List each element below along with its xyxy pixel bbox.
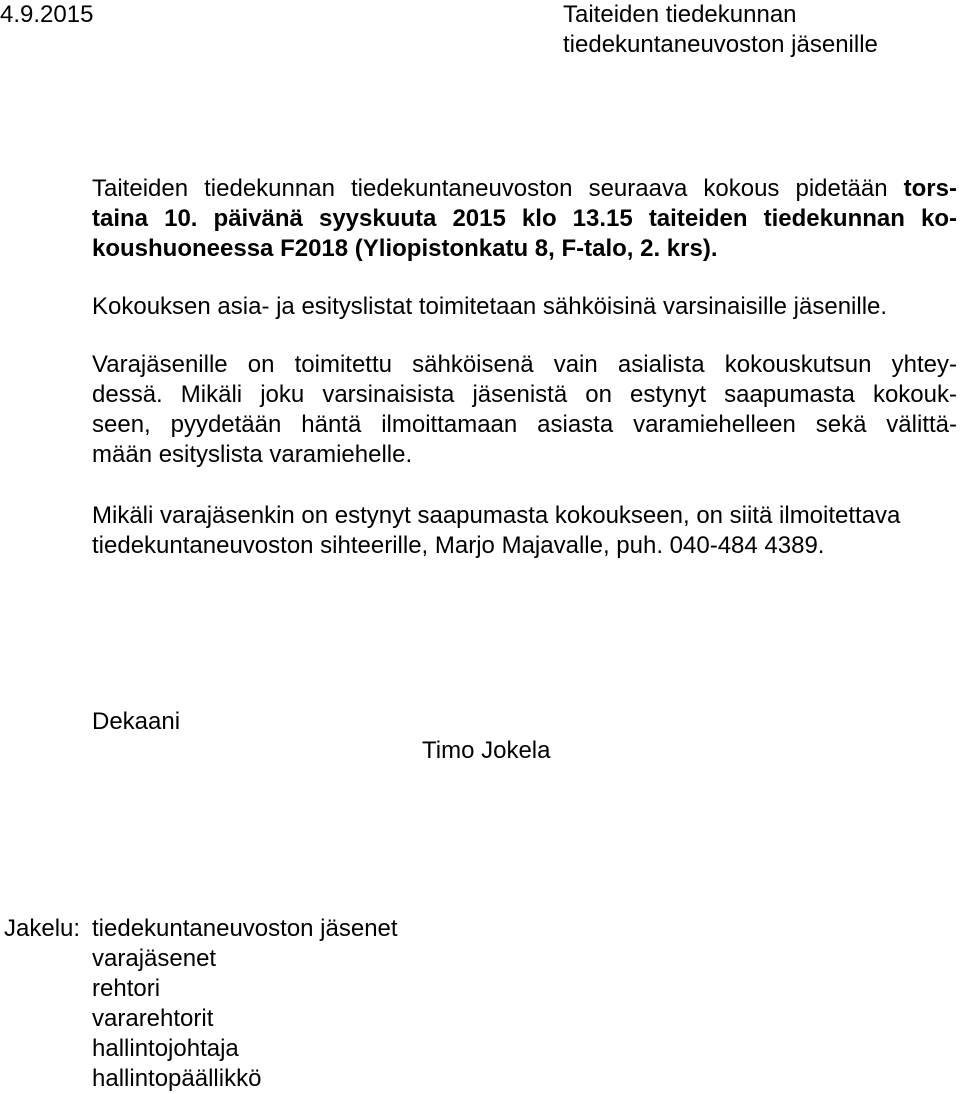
distribution-item: vararehtorit bbox=[92, 1005, 214, 1032]
agenda-delivery-line-1: Kokouksen asia- ja esityslistat toimitetaan sähköisinä varsinaisille jäsenille. bbox=[92, 293, 888, 320]
recipient-line-1: Taiteiden tiedekunnan bbox=[563, 1, 797, 28]
distribution-list bbox=[92, 914, 398, 1094]
absence-line-1: Mikäli varajäsenkin on estynyt saapumasta kokoukseen, on siitä ilmoitettava bbox=[92, 502, 901, 529]
deputy-line-1: Varajäsenille on toimitettu sähköisenä vain asialista kokouskutsun yhtey- bbox=[92, 351, 957, 378]
recipient-line-2: tiedekuntaneuvoston jäsenille bbox=[563, 31, 878, 58]
deputy-members-paragraph bbox=[92, 350, 957, 470]
announcement-line-3 bbox=[92, 234, 957, 264]
deputy-line-4: mään esityslista varamiehelle. bbox=[92, 441, 413, 468]
announcement-line-1-bold: tors- bbox=[903, 175, 957, 202]
deputy-line-3: seen, pyydetään häntä ilmoittamaan asiasta varamiehelleen sekä välittä- bbox=[92, 411, 957, 438]
meeting-announcement-paragraph bbox=[92, 174, 957, 264]
absence-line-2: tiedekuntaneuvoston sihteerille, Marjo Majavalle, puh. 040-484 4389. bbox=[92, 532, 825, 559]
recipient-block bbox=[563, 0, 878, 60]
absence-notice-paragraph bbox=[92, 501, 957, 561]
distribution-item: hallintojohtaja bbox=[92, 1035, 239, 1062]
distribution-item: varajäsenet bbox=[92, 945, 217, 972]
letter-date: 4.9.2015 bbox=[0, 1, 94, 28]
announcement-line-1 bbox=[92, 174, 957, 204]
signature-name: Timo Jokela bbox=[422, 737, 551, 764]
signature-title: Dekaani bbox=[92, 708, 181, 735]
announcement-line-1-plain: Taiteiden tiedekunnan tiedekuntaneuvoston seuraava kokous pidetään bbox=[92, 175, 904, 202]
announcement-line-2 bbox=[92, 204, 957, 234]
distribution-item: rehtori bbox=[92, 975, 161, 1002]
distribution-label: Jakelu: bbox=[4, 915, 81, 942]
agenda-delivery-paragraph bbox=[92, 292, 957, 322]
distribution-item: hallintopäällikkö bbox=[92, 1065, 262, 1092]
announcement-line-2-bold: taina 10. päivänä syyskuuta 2015 klo 13.15 taiteiden tiedekunnan ko- bbox=[92, 205, 957, 232]
announcement-line-3-bold: koushuoneessa F2018 (Yliopistonkatu 8, F-talo, 2. krs). bbox=[92, 235, 718, 262]
distribution-item: tiedekuntaneuvoston jäsenet bbox=[92, 915, 398, 942]
deputy-line-2: dessä. Mikäli joku varsinaisista jäsenistä on estynyt saapumasta kokouk- bbox=[92, 381, 957, 408]
